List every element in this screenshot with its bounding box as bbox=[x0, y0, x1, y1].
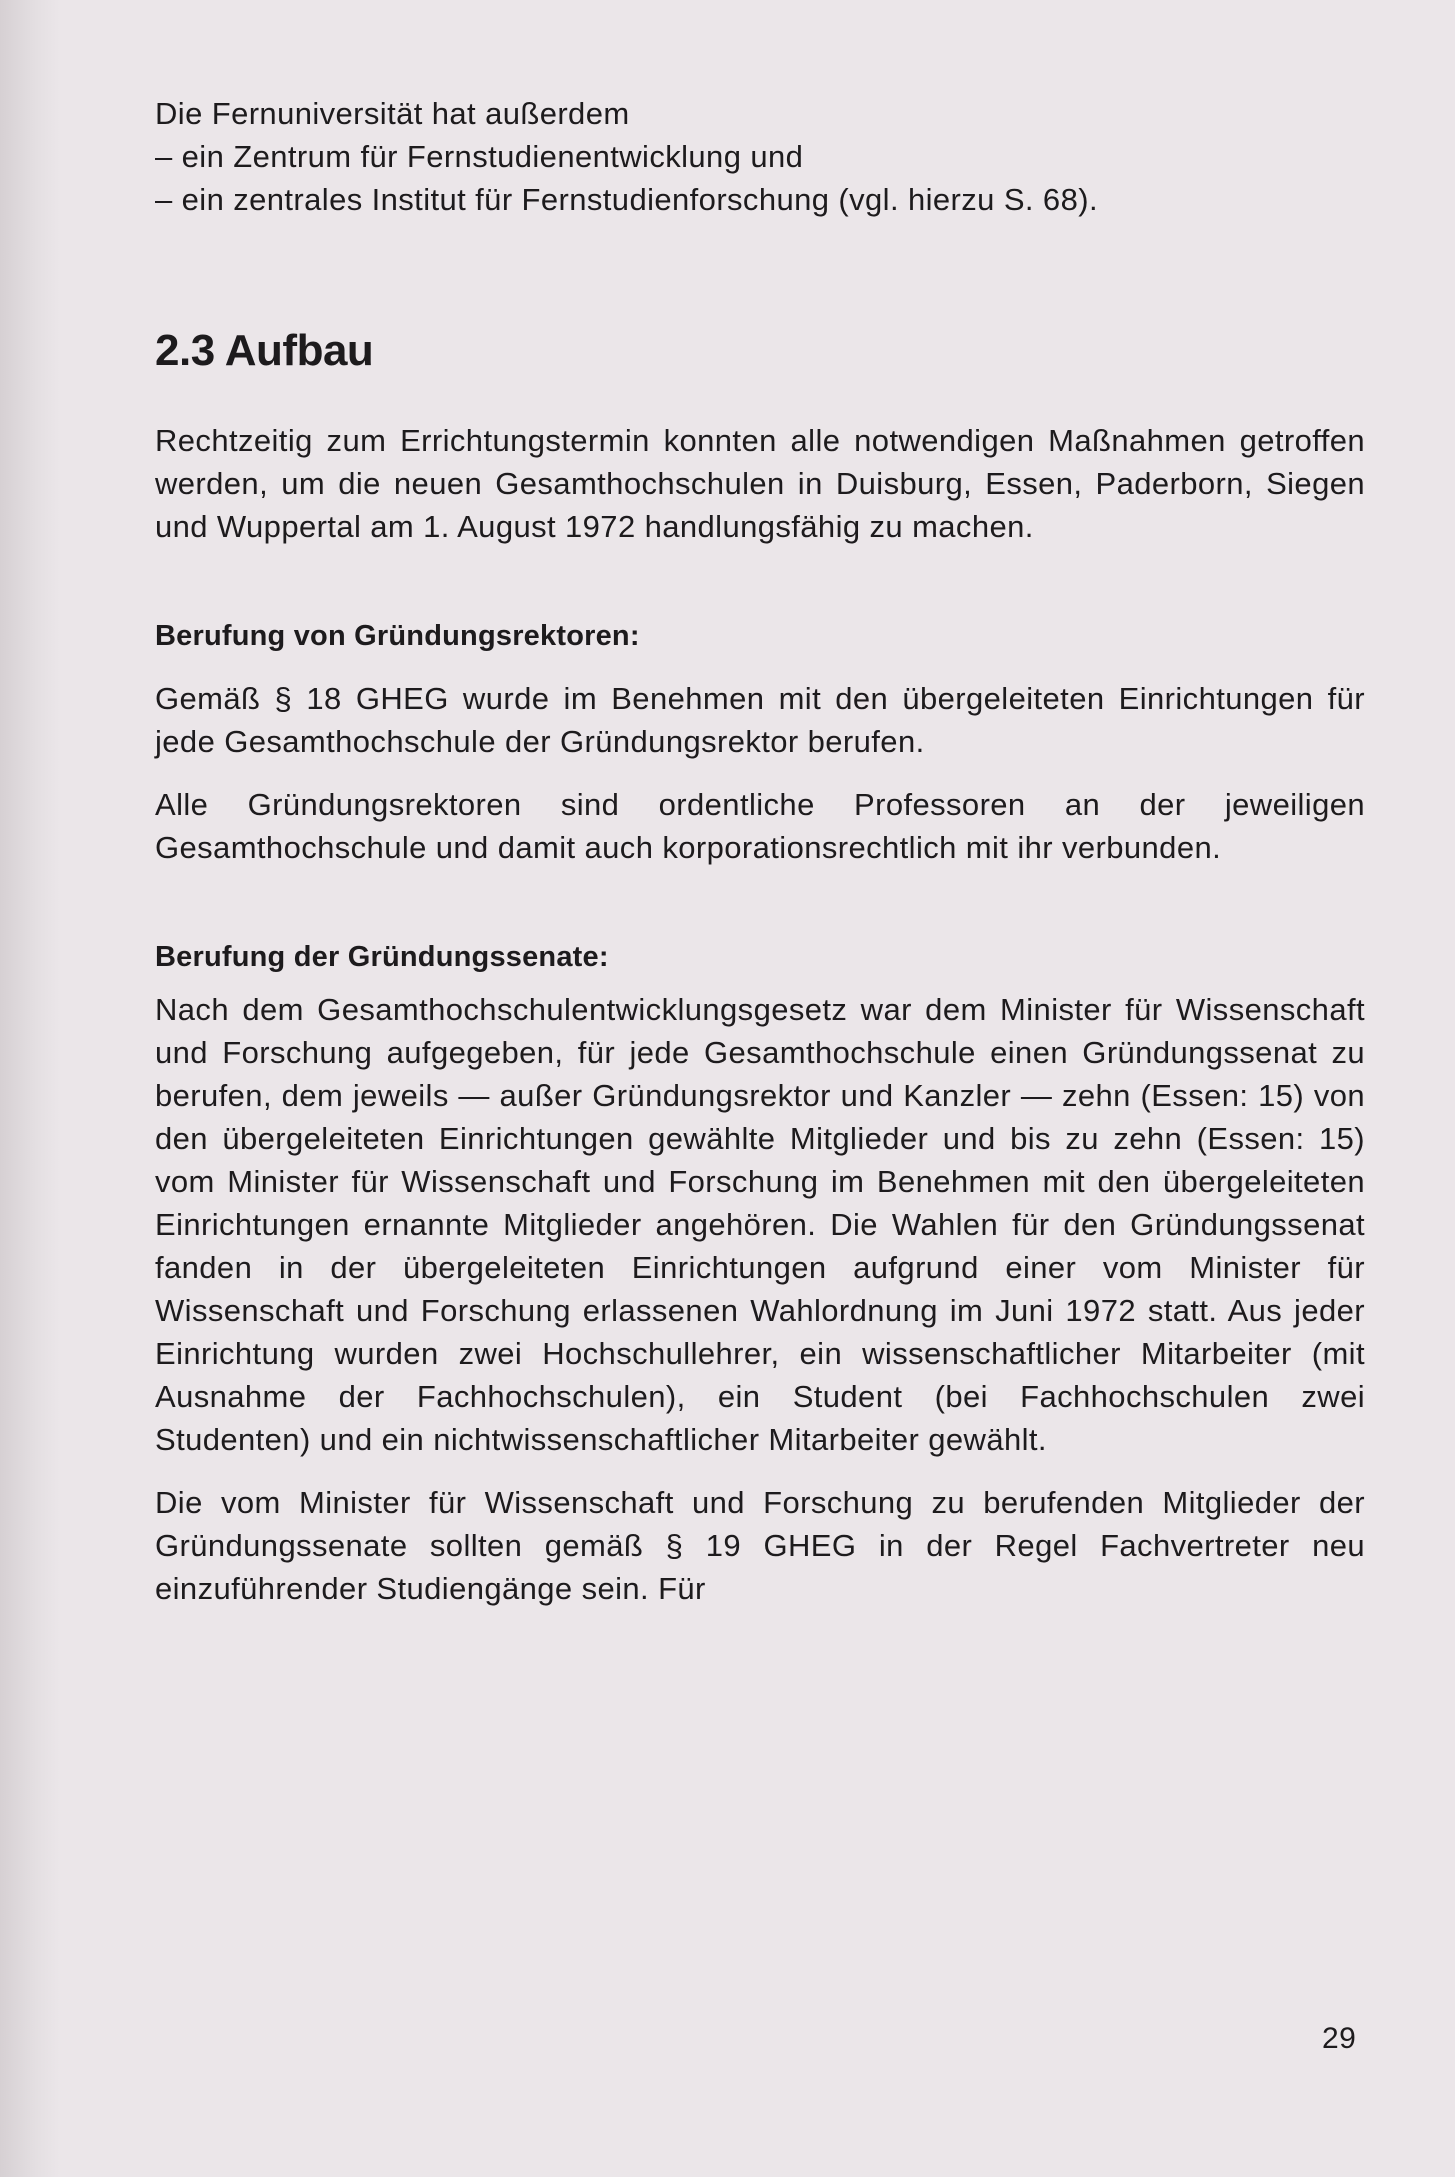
rektoren-paragraph-2: Alle Gründungsrektoren sind ordentliche Professoren an der jeweiligen Gesamthochschule und damit auch korporationsrechtlich mit ihr verbunden. bbox=[155, 787, 1365, 865]
rektoren-paragraph-1: Gemäß § 18 GHEG wurde im Benehmen mit den übergeleiteten Einrichtungen für jede Gesamthochschule der Gründungsrektor berufen. bbox=[155, 681, 1365, 759]
senate-paragraph-1: Nach dem Gesamthochschulentwicklungsgesetz war dem Minister für Wissenschaft und Forschung aufgegeben, für jede Gesamthochschule einen Gründungssenat zu berufen, dem jeweils — außer Gründungsrektor und Kanzler — zehn (Essen: 15) von den übergeleiteten Einrichtungen gewählte Mitglieder und bis zu zehn (Essen: 15) vom Minister für Wissenschaft und Forschung im Benehmen mit den übergeleiteten Einrichtungen ernannte Mitglieder angehören. Die Wahlen für den Gründungssenat fanden in der übergeleiteten Einrichtungen aufgrund einer vom Minister für Wissenschaft und Forschung erlassenen Wahlordnung im Juni 1972 statt. Aus jeder Einrichtung wurden zwei Hochschullehrer, ein wissenschaftlicher Mitarbeiter (mit Ausnahme der Fachhochschulen), ein Student (bei Fachhochschulen zwei Studenten) und ein nichtwissenschaftlicher Mitarbeiter gewählt. bbox=[155, 992, 1365, 1457]
page-edge-shadow bbox=[0, 0, 60, 2177]
senate-paragraph-2: Die vom Minister für Wissenschaft und Forschung zu berufenden Mitglieder der Gründungssenate sollten gemäß § 19 GHEG in der Regel Fachvertreter neu einzuführender Studiengänge sein. Für bbox=[155, 1485, 1365, 1606]
page-number: 29 bbox=[1322, 2022, 1357, 2055]
senate-heading: Berufung der Gründungssenate: bbox=[155, 941, 609, 973]
section-paragraph: Rechtzeitig zum Errichtungstermin konnten alle notwendigen Maßnahmen getroffen werden, um die neuen Gesamthochschulen in Duisburg, Essen, Paderborn, Siegen und Wuppertal am 1. August 1972 handlungsfähig zu machen. bbox=[155, 423, 1365, 544]
intro-item-2: – ein zentrales Institut für Fernstudienforschung (vgl. hierzu S. 68). bbox=[155, 182, 1098, 217]
intro-block bbox=[155, 92, 1365, 221]
intro-lead: Die Fernuniversität hat außerdem bbox=[155, 96, 630, 131]
page-content bbox=[155, 92, 1365, 1610]
intro-item-1: – ein Zentrum für Fernstudienentwicklung und bbox=[155, 139, 804, 174]
rektoren-heading: Berufung von Gründungsrektoren: bbox=[155, 620, 640, 652]
section-heading: 2.3 Aufbau bbox=[155, 326, 374, 375]
